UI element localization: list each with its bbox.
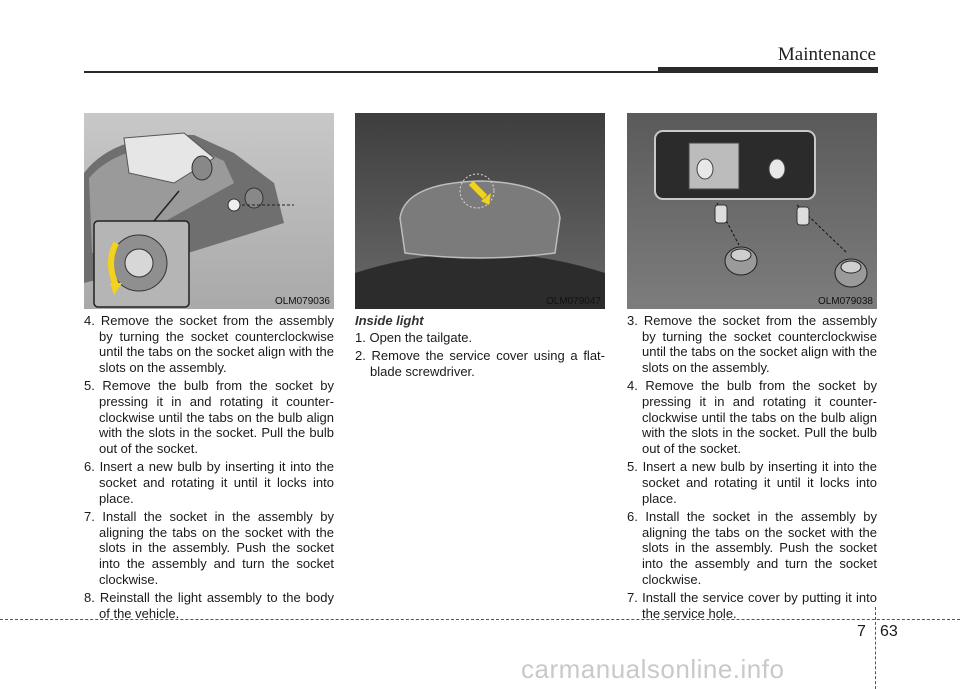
tail-light-socket-figure <box>84 113 334 309</box>
step-item: 6. Install the socket in the assembly by aligning the tabs on the socket with the slots in the assembly. Push the socket into the assembly and turn the socket clockwise. <box>627 509 877 587</box>
header-rule-accent <box>658 67 878 73</box>
step-item: 2. Remove the service cover using a flat-blade screwdriver. <box>355 348 605 379</box>
figure-code: OLM079038 <box>817 296 873 307</box>
page-number: 63 <box>880 623 898 640</box>
subheading-inside-light: Inside light <box>355 313 424 328</box>
watermark: carmanualsonline.info <box>521 654 785 684</box>
inside-light-bulb-figure <box>627 113 877 309</box>
step-item: 3. Remove the socket from the assembly by turning the socket counterclockwise until the tabs on the socket align with the slots on the assembly. <box>627 313 877 375</box>
step-item: 6. Insert a new bulb by inserting it into the socket and rotating it until it locks into place. <box>84 459 334 506</box>
middle-column <box>355 313 605 382</box>
left-column <box>84 313 334 624</box>
figure-code: OLM079047 <box>545 296 601 307</box>
step-item: 7. Install the service cover by putting it into the service hole. <box>627 590 877 621</box>
step-item: 5. Remove the bulb from the socket by pressing it in and rotating it counter-clockwise until the tabs on the bulb align with the slots in the socket. Pull the bulb out of the socket. <box>84 378 334 456</box>
service-cover-figure <box>355 113 605 309</box>
footer-rule <box>0 619 960 620</box>
step-item: 1. Open the tailgate. <box>355 329 473 345</box>
header-rule <box>84 71 660 73</box>
step-item: 7. Install the socket in the assembly by aligning the tabs on the socket with the slots in the assembly. Push the socket into the assembly and turn the socket clockwise. <box>84 509 334 587</box>
footer-divider <box>875 607 876 689</box>
step-item: 4. Remove the socket from the assembly by turning the socket counterclockwise until the tabs on the socket align with the slots on the assembly. <box>84 313 334 375</box>
right-column <box>627 313 877 624</box>
step-item: 8. Reinstall the light assembly to the body of the vehicle. <box>84 590 334 621</box>
step-item: 5. Insert a new bulb by inserting it into the socket and rotating it until it locks into place. <box>627 459 877 506</box>
section-title: Maintenance <box>777 44 876 65</box>
step-item: 4. Remove the bulb from the socket by pressing it in and rotating it counter-clockwise until the tabs on the bulb align with the slots in the socket. Pull the bulb out of the socket. <box>627 378 877 456</box>
chapter-number: 7 <box>857 623 866 640</box>
figure-code: OLM079036 <box>274 296 330 307</box>
